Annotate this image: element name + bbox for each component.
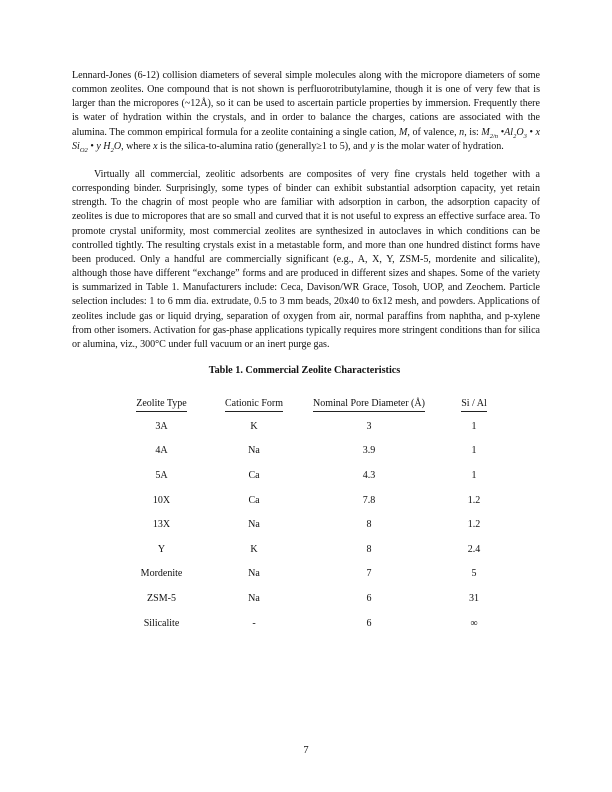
column-header: Nominal Pore Diameter (Å) bbox=[299, 398, 439, 414]
table-row bbox=[114, 414, 509, 439]
table-cell: 3 bbox=[366, 420, 372, 432]
var-n: n bbox=[459, 126, 465, 138]
table-cell: 8 bbox=[366, 519, 372, 531]
table-title: Table 1. Commercial Zeolite Characteristics bbox=[208, 364, 401, 376]
var-x: x bbox=[153, 140, 158, 152]
table-cell: Na bbox=[248, 592, 260, 604]
column-header: Zeolite Type bbox=[114, 398, 209, 414]
table-row bbox=[114, 537, 509, 562]
paragraph-2: Virtually all commercial, zeolitic adsorbents are composites of very fine crystals held together with a corresponding binder. Surprisingly, some types of binder can exhibit substantial adsorption capacity, yet retain strength. To the chagrin of most people who are familiar with adsorption in carbon, the adsorption capacity of zeolites is due to micropores that are so small and curved that it is not useful to express an effective surface area. To promote crystal uniformity, most commercial zeolites are synthesized in autoclaves in which conditions can be controlled tightly. The resulting crystals exist in a metastable form, and more than one hundred distinct forms have been produced. Only a handful are commercially significant (e.g., A, X, Y, ZSM-5, mordenite and silicalite), although those have different “exchange” forms and are produced in different sizes and shapes. Some of the variety is summarized in Table 1. Manufacturers include: Ceca, Davison/WR Grace, Tosoh, UOP, and Zeochem. Particle selection includes: 1 to 6 mm dia. extrudate, 0.5 to 3 mm beads, 20x40 to 6x12 mesh, and powders. Applications of zeolites include gas or liquid drying, separation of oxygen from air, normal paraffins from naphtha, and p-xylene from other isomers. Activation for gas-phase applications typically requires more stringent conditions than for silica or alumina, viz., 300°C under full vacuum or an inert purge gas. bbox=[72, 168, 540, 350]
table-row bbox=[114, 439, 509, 464]
table-cell: 1 bbox=[471, 445, 477, 457]
table-cell: 4A bbox=[155, 445, 168, 457]
table-row bbox=[114, 586, 509, 611]
column-header: Cationic Form bbox=[209, 398, 299, 414]
paragraph-1 bbox=[72, 69, 540, 154]
table-cell: K bbox=[250, 420, 258, 432]
table-cell: 5A bbox=[155, 469, 168, 481]
table-cell: K bbox=[250, 543, 258, 555]
table-header-row bbox=[114, 398, 509, 414]
table-row bbox=[114, 611, 509, 636]
page-body bbox=[72, 69, 540, 635]
paragraph-1-text-d: , where bbox=[121, 140, 154, 152]
var-y: y bbox=[370, 140, 375, 152]
formula-x: • x Si bbox=[72, 126, 540, 152]
table-cell: 8 bbox=[366, 543, 372, 555]
table-cell: 1.2 bbox=[467, 494, 481, 506]
table-row bbox=[114, 512, 509, 537]
paragraph-1-text-f: is the molar water of hydration. bbox=[374, 140, 504, 152]
table-cell: 1 bbox=[471, 469, 477, 481]
table-cell: 5 bbox=[471, 568, 477, 580]
formula-o-sub: 3 bbox=[523, 132, 527, 140]
table-cell: 6 bbox=[366, 592, 372, 604]
paragraph-1-text-a: Lennard-Jones (6-12) collision diameters of several simple molecules along with the micropore diameters of some common zeolites. One compound that is not shown is perfluorotributylamine, though it is one of very few that is larger than the micropores (~12Å), so it can be used to ascertain particle properties by immersion. Frequently there is water of hydration within the crystals, and in order to balance the charges, cations are associated with the alumina. The common empirical formula for a zeolite containing a single cation, bbox=[72, 70, 540, 138]
formula-o: O bbox=[516, 126, 524, 138]
var-m: M bbox=[399, 126, 408, 138]
formula-al-sub: 2 bbox=[513, 132, 517, 140]
table-cell: 1.2 bbox=[467, 519, 481, 531]
table-cell: Y bbox=[157, 543, 166, 555]
formula-y: • y H bbox=[87, 140, 111, 152]
table-cell: Mordenite bbox=[140, 568, 183, 580]
table-cell: 31 bbox=[469, 592, 479, 604]
table-cell: Na bbox=[248, 519, 260, 531]
formula-m: M bbox=[481, 126, 490, 138]
table-cell: Silicalite bbox=[143, 617, 180, 629]
table-row bbox=[114, 562, 509, 587]
formula-h-o: O bbox=[113, 140, 122, 152]
page-number: 7 bbox=[303, 745, 309, 756]
formula-si-sub: O2 bbox=[79, 146, 88, 154]
table-cell: 7 bbox=[366, 568, 372, 580]
table-cell: ZSM-5 bbox=[147, 592, 176, 604]
table-cell: Ca bbox=[248, 469, 260, 481]
table-cell: Na bbox=[248, 445, 260, 457]
paragraph-1-text-c: , is: bbox=[464, 126, 482, 138]
table-cell: - bbox=[252, 617, 256, 629]
zeolite-table bbox=[114, 398, 509, 635]
formula-m-sub: 2/n bbox=[489, 132, 499, 140]
formula-h-sub: 2 bbox=[110, 146, 114, 154]
table-cell: 2.4 bbox=[467, 543, 481, 555]
table-row bbox=[114, 463, 509, 488]
table-cell: 6 bbox=[366, 617, 372, 629]
table-cell: 10X bbox=[152, 494, 171, 506]
paragraph-1-text-b: , of valence, bbox=[407, 126, 460, 138]
table-cell: Na bbox=[248, 568, 260, 580]
table-cell: 3A bbox=[155, 420, 168, 432]
table-cell: 13X bbox=[152, 519, 171, 531]
table-cell: 1 bbox=[471, 420, 477, 432]
table-cell: 7.8 bbox=[362, 494, 376, 506]
paragraph-1-text-e: is the silica-to-alumina ratio (generally≥1 to 5), and bbox=[157, 140, 371, 152]
table-cell: ∞ bbox=[470, 617, 478, 629]
table-cell: 3.9 bbox=[362, 445, 376, 457]
column-header: Si / Al bbox=[439, 398, 509, 414]
table-cell: 4.3 bbox=[362, 469, 376, 481]
formula-al: •Al bbox=[498, 126, 514, 138]
table-cell: Ca bbox=[248, 494, 260, 506]
table-row bbox=[114, 488, 509, 513]
